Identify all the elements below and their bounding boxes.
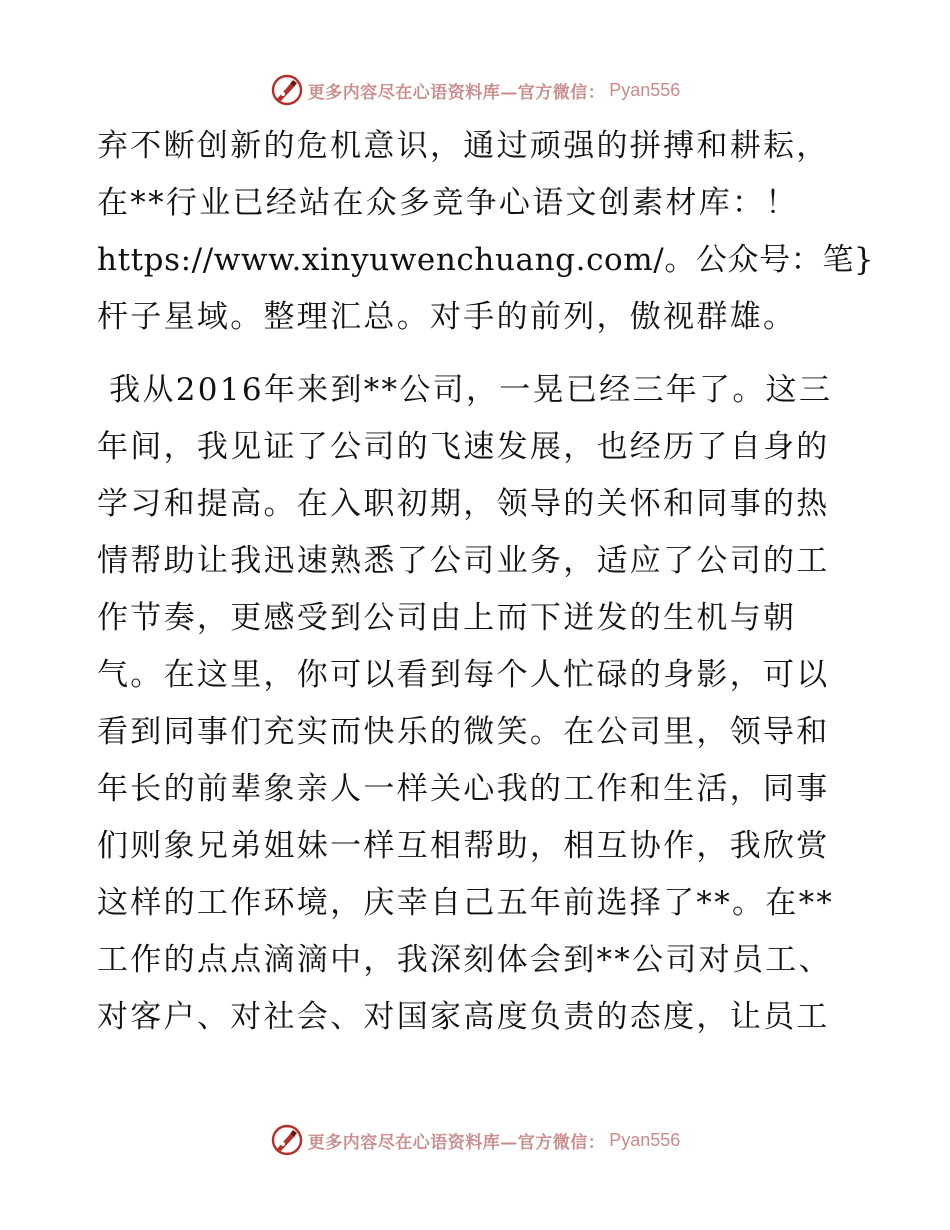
pen-circle-logo-icon xyxy=(270,73,304,107)
text-line: 杆子星域。整理汇总。对手的前列，傲视群雄。 xyxy=(97,299,797,335)
header-text: 更多内容尽在心语资料库—官方微信： xyxy=(307,82,606,103)
text-line: 弃不断创新的危机意识，通过顽强的拼搏和耕耘， xyxy=(97,128,830,164)
text-line: 我从2016年来到**公司，一晃已经三年了。这三 xyxy=(97,372,833,408)
pen-circle-logo-icon xyxy=(270,1123,304,1157)
paragraph-2 xyxy=(97,362,857,1046)
text-line: 年长的前辈象亲人一样关心我的工作和生活，同事 xyxy=(97,771,830,807)
text-line: 们则象兄弟姐妹一样互相帮助，相互协作，我欣赏 xyxy=(97,828,830,864)
text-line: 这样的工作环境，庆幸自己五年前选择了**。在** xyxy=(97,885,835,921)
text-line: 工作的点点滴滴中，我深刻体会到**公司对员工、 xyxy=(97,942,832,978)
footer-wechat-id: Pyan556 xyxy=(609,1129,681,1150)
document-body xyxy=(97,118,875,1046)
text-line: 年间，我见证了公司的飞速发展，也经历了自身的 xyxy=(97,429,830,465)
text-line: 气。在这里，你可以看到每个人忙碌的身影，可以 xyxy=(97,657,830,693)
text-line: 在**行业已经站在众多竞争心语文创素材库：！ xyxy=(97,185,799,221)
text-line: 情帮助让我迅速熟悉了公司业务，适应了公司的工 xyxy=(97,543,830,579)
text-line: 看到同事们充实而快乐的微笑。在公司里，领导和 xyxy=(97,714,830,750)
footer-text: 更多内容尽在心语资料库—官方微信： xyxy=(307,1132,606,1153)
text-line-url: https://www.xinyuwenchuang.com/。公众号：笔} xyxy=(97,242,875,278)
footer-banner xyxy=(0,1122,950,1158)
text-line: 对客户、对社会、对国家高度负责的态度，让员工 xyxy=(97,999,830,1035)
text-line: 学习和提高。在入职初期，领导的关怀和同事的热 xyxy=(97,486,830,522)
text-line: 作节奏，更感受到公司由上而下迸发的生机与朝 xyxy=(97,600,797,636)
header-banner xyxy=(0,72,950,108)
paragraph-1 xyxy=(97,118,875,346)
header-wechat-id: Pyan556 xyxy=(609,79,681,100)
